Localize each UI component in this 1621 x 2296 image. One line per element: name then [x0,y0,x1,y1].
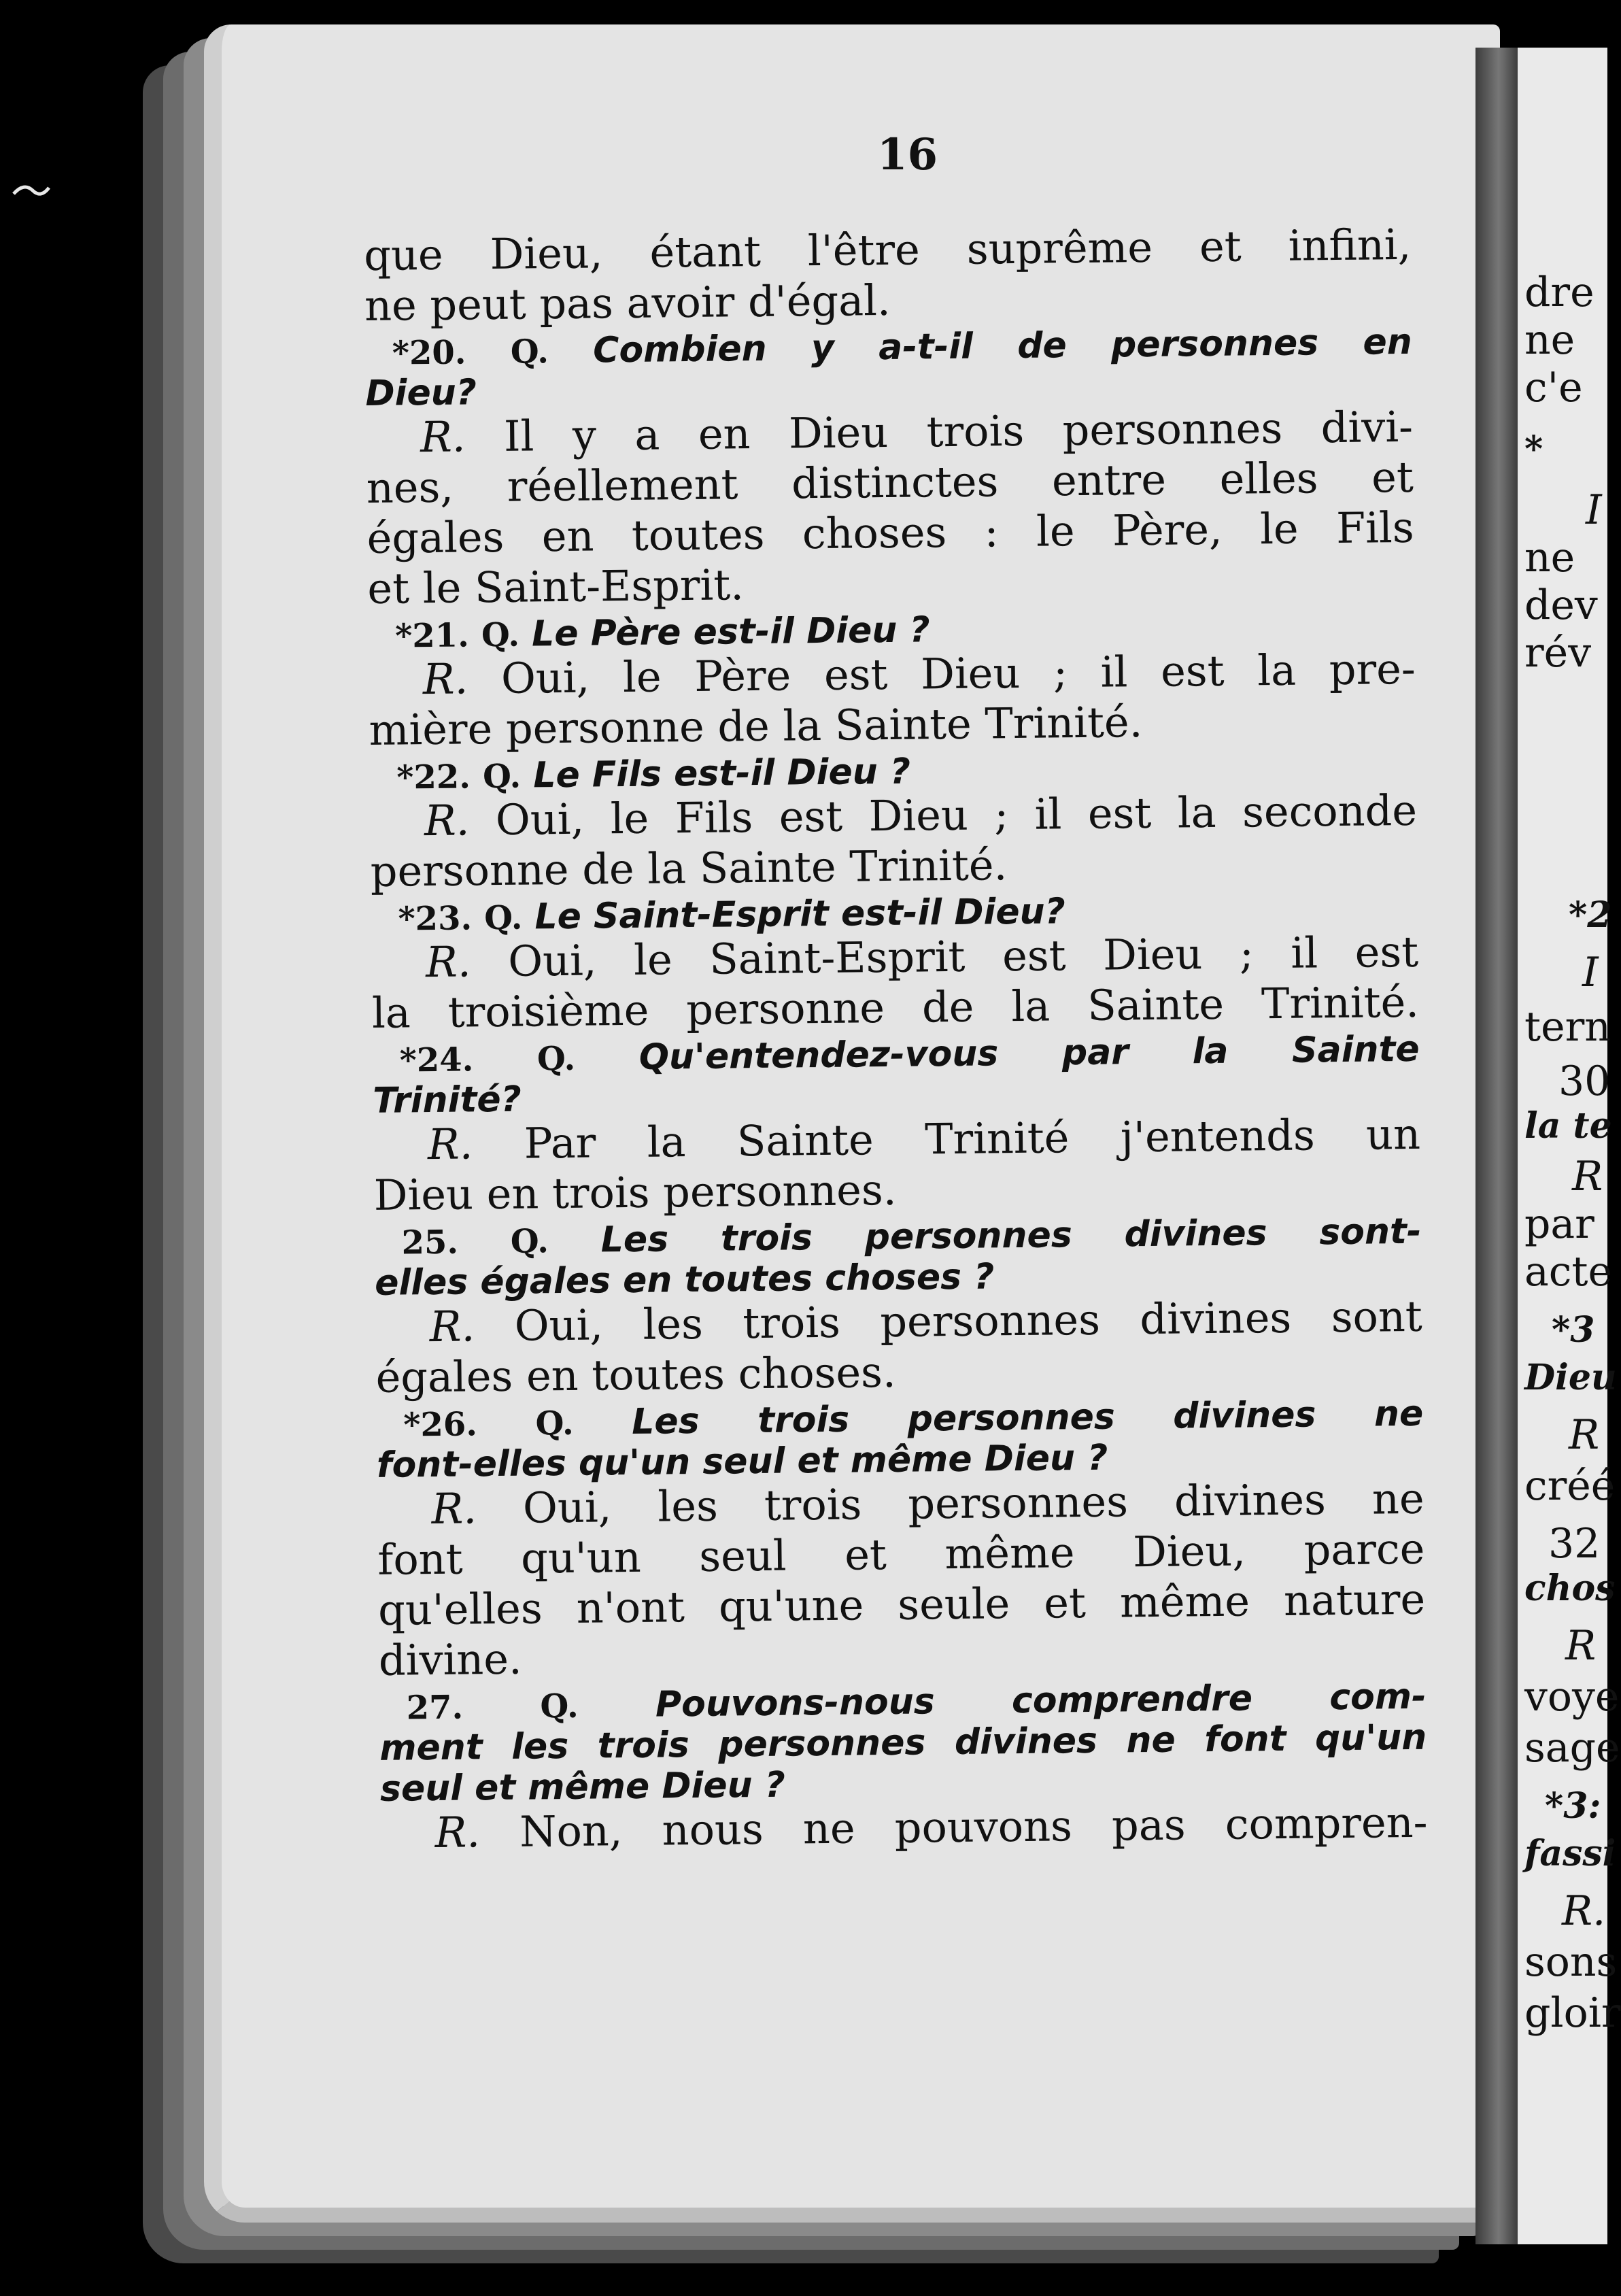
question-number: *26. [403,1405,478,1445]
right-line: par [1524,1200,1594,1248]
question-text: elles égales en toutes choses ? [374,1256,995,1304]
right-line: * [1524,428,1543,470]
question-number: *21. [394,616,470,656]
question-text: Qu'entendez-vous par la Sainte [638,1028,1420,1078]
right-line: gloir [1524,1989,1621,2037]
question-text: Combien y a-t-il de personnes en [592,321,1413,371]
right-line: R [1565,1622,1597,1670]
question-marker: Q. [481,615,520,655]
question-text: Les trois personnes divines sont- [600,1211,1422,1261]
question-text: Pouvons-nous comprendre com- [655,1676,1427,1725]
answer-line: nes, réellement distinctes entre elles et [366,452,1414,513]
question-number: 27. [406,1688,464,1727]
question-marker: Q. [483,898,523,938]
answer-text: Non, nous ne pouvons pas compren- [519,1797,1428,1857]
right-line: 32 [1548,1520,1601,1568]
page-number: 16 [877,129,938,180]
answer-text: Oui, le Fils est Dieu ; il est la seconde [495,785,1418,845]
right-line: *3: [1545,1785,1601,1827]
answer-line: Dieu en trois personnes. [373,1164,897,1220]
answer-line: égales en toutes choses. [375,1347,896,1402]
right-line: ne [1524,534,1575,581]
right-page-edge [1518,48,1621,2244]
right-line: R. [1562,1887,1606,1935]
answer-marker: R. [431,1483,477,1534]
answer-line: divine. [378,1634,523,1685]
answer-line: qu'elles n'ont qu'une seule et même nature [377,1574,1426,1635]
answer-text: Il y a en Dieu trois personnes divi- [503,401,1414,461]
answer-text: Oui, les trois personnes divines sont [514,1291,1423,1351]
answer-marker: R. [420,411,466,462]
answer-line: et le Saint-Esprit. [367,560,745,613]
scan-margin-mark [0,0,95,218]
right-line: chos [1524,1568,1616,1609]
question-text: Le Fils est-il Dieu ? [532,751,911,796]
answer-line: la troisième personne de la Sainte Trinité. [371,977,1420,1038]
text-line: que Dieu, étant l'être suprême et infini, [363,219,1412,280]
text-line: ne peut pas avoir d'égal. [364,275,891,331]
right-line: acte [1524,1248,1612,1296]
book-gutter [1475,48,1518,2244]
right-line: voye [1524,1673,1620,1721]
right-line: tern [1524,1003,1611,1051]
question-number: *23. [398,899,473,939]
answer-line: font qu'un seul et même Dieu, parce [377,1523,1425,1585]
answer-marker: R. [425,936,471,987]
right-line: sage [1524,1724,1620,1772]
answer-line: égales en toutes choses : le Père, le Fils [366,502,1414,563]
right-line: c'e [1524,364,1583,411]
right-line: R [1569,1411,1600,1459]
answer-marker: R. [427,1119,473,1170]
catechism-text [363,219,1428,1863]
question-text: Dieu? [365,372,477,414]
question-number: 25. [401,1223,459,1262]
answer-marker: R. [429,1301,475,1352]
question-number: *22. [396,758,471,797]
answer-line: personne de la Sainte Trinité. [370,840,1008,896]
question-text: font-elles qu'un seul et même Dieu ? [376,1437,1108,1486]
question-number: *20. [392,333,466,373]
question-marker: Q. [536,1039,576,1079]
right-line: Dieu [1524,1357,1617,1398]
question-text: Les trois personnes divines ne [631,1393,1424,1442]
right-line: ne [1524,316,1575,364]
answer-text: Par la Sainte Trinité j'entends un [524,1109,1421,1168]
right-line: rév [1524,629,1592,677]
right-line: I [1586,486,1602,534]
right-line: sons [1524,1938,1618,1986]
answer-marker: R. [434,1807,481,1858]
answer-marker: R. [422,654,468,705]
answer-line: mière personne de la Sainte Trinité. [369,697,1143,755]
question-number: *24. [399,1041,474,1080]
right-line: *3 [1552,1309,1595,1351]
right-line: R [1572,1153,1603,1200]
question-marker: Q. [540,1687,579,1726]
question-text: ment les trois personnes divines ne font qu'un [379,1717,1427,1769]
answer-text: Oui, le Père est Dieu ; il est la pre- [500,643,1416,703]
answer-text: Oui, le Saint-Esprit est Dieu ; il est [507,926,1419,986]
question-text: Le Père est-il Dieu ? [531,609,930,655]
question-marker: Q. [482,757,522,796]
right-line: fassi [1524,1833,1616,1874]
question-text: Le Saint-Esprit est-il Dieu? [534,891,1066,938]
right-line: créé [1524,1462,1616,1510]
right-line: dev [1524,581,1598,629]
question-marker: Q. [510,1222,549,1261]
right-line: I [1582,949,1599,996]
question-marker: Q. [510,333,549,371]
right-line: *2 [1569,894,1612,936]
answer-text: Oui, les trois personnes divines ne [522,1473,1424,1533]
right-line: 30 [1558,1058,1611,1105]
question-text: Trinité? [373,1079,522,1121]
answer-marker: R. [424,795,470,846]
right-line: la te [1524,1105,1612,1147]
right-line: dre [1524,269,1594,316]
question-text: seul et même Dieu ? [379,1764,786,1810]
question-marker: Q. [535,1404,574,1443]
